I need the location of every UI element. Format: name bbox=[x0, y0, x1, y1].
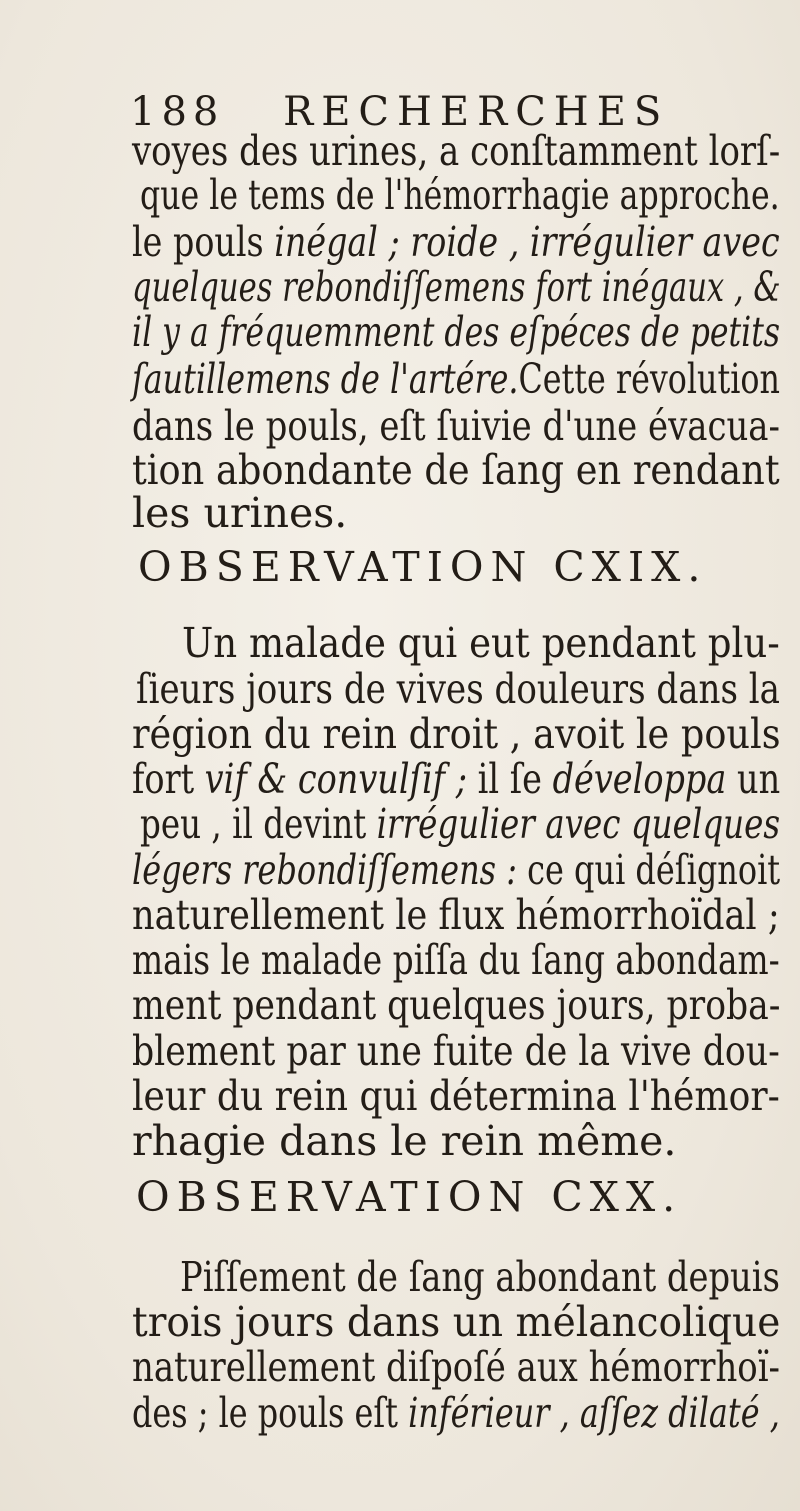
page-number: 188 bbox=[130, 89, 225, 135]
text-line: dans le pouls, eſt ſuivie d'une évacua- bbox=[132, 402, 780, 450]
text-line: tion abondante de ſang en rendant bbox=[132, 446, 780, 494]
text-line: leur du rein qui détermina l'hémor- bbox=[132, 1072, 780, 1120]
text-line: Piſſement de ſang abondant depuis bbox=[180, 1253, 780, 1301]
text-line: ment pendant quelques jours, proba- bbox=[132, 981, 781, 1029]
text-line: rhagie dans le rein même. bbox=[132, 1117, 677, 1165]
text-line: voyes des urines, a conſtamment lorſ- bbox=[132, 127, 781, 175]
text-line: les urines. bbox=[132, 489, 348, 537]
text-line: fort vif & convulſif ; il ſe développa un bbox=[132, 755, 781, 803]
text-line: blement par une fuite de la vive dou- bbox=[132, 1027, 780, 1075]
text-line: ſautillemens de l'artére.Cette révolution bbox=[132, 355, 780, 403]
observation-heading: OBSERVATION CXX. bbox=[136, 1173, 683, 1221]
text-line: naturellement le flux hémorrhoïdal ; bbox=[132, 891, 780, 939]
observation-heading: OBSERVATION CXIX. bbox=[138, 543, 708, 591]
text-line: peu , il devint irrégulier avec quelques bbox=[140, 800, 781, 848]
text-line: des ; le pouls eſt inférieur , aſſez dilaté , bbox=[132, 1389, 780, 1437]
text-line: que le tems de l'hémorrhagie approche. bbox=[140, 171, 780, 219]
text-line: le pouls inégal ; roide , irrégulier avec bbox=[132, 218, 780, 266]
text-line: légers rebondiſſemens : ce qui déſignoit bbox=[132, 846, 781, 894]
running-title: RECHERCHES bbox=[283, 89, 670, 135]
text-line: quelques rebondiſſemens fort inégaux , & bbox=[132, 263, 781, 311]
text-line: trois jours dans un mélancolique bbox=[132, 1298, 781, 1346]
text-line: mais le malade piſſa du ſang abondam- bbox=[132, 936, 780, 984]
text-line: région du rein droit , avoit le pouls bbox=[132, 710, 781, 758]
text-line: Un malade qui eut pendant plu- bbox=[182, 619, 780, 667]
text-line: naturellement diſpoſé aux hémorrhoï- bbox=[132, 1343, 781, 1391]
text-line: ſieurs jours de vives douleurs dans la bbox=[136, 665, 780, 713]
text-line: il y a fréquemment des eſpéces de petits bbox=[132, 308, 781, 356]
